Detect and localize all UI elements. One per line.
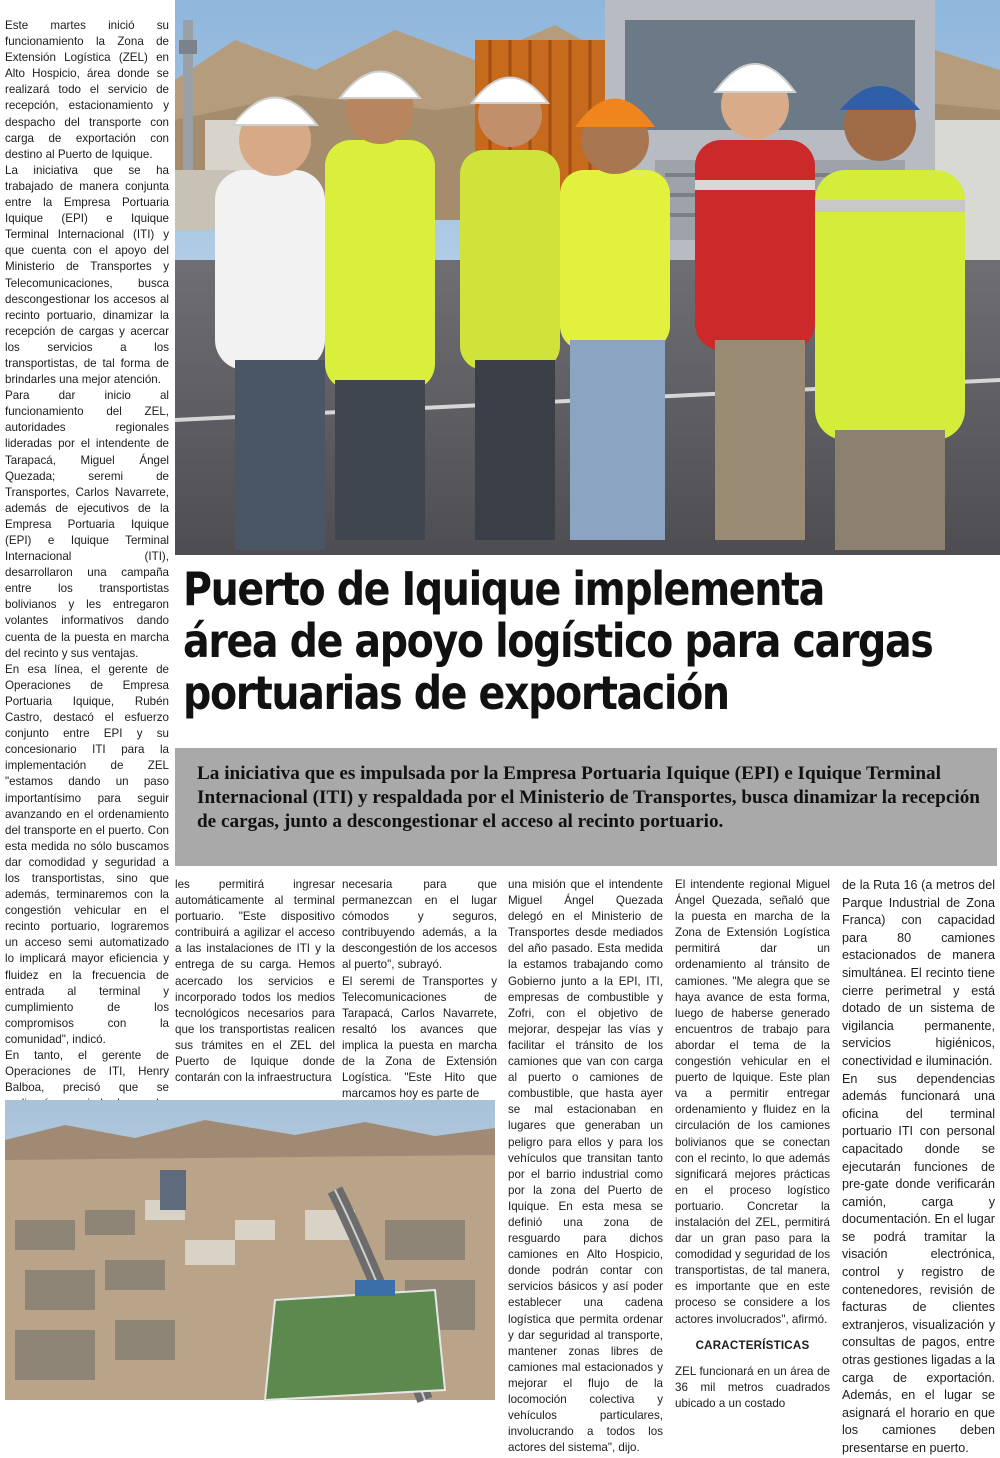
paragraph: En esa línea, el gerente de Operaciones de Empresa Portuaria Iquique, Rubén Castro, destacó el esfuerzo conjunto entre EPI y su concesionario ITI para la implementación de ZEL "estamos dando un paso importantísimo para seguir avanzando en el ordenamiento del transporte en el puerto. Con esta medida no sólo buscamos dar comodidad y seguridad a los transportistas, sino que además, terminaremos con la congestión vehicular en el recinto portuario, lograremos un acceso semi automatizado lo implicará mayor eficiencia y fluidez en la frecuencia de entrada al terminal y cumplimiento de los compromisos con la comunidad", indicó. [5,662,169,1046]
paragraph: una misión que el intendente Miguel Ángel Quezada delegó en el Ministerio de Transportes desde mediados del año pasado. Esta medida la estamos trabajando como Gobierno junto a la EPI, ITI, empresas de combustible y Zofri, con el objetivo de mejorar, despejar las vías y facilitar el tránsito de los camiones que van con carga al puerto o camiones de combustible, que hasta ayer se mal estacionaban en lugares que generaban un peligro para ellos y para los vehículos que transitan tanto por el barrio industrial como por la zona del Puerto de Iquique. En esta mesa se definió una zona de resguardo para dichos camiones en Alto Hospicio, donde podrán contar con servicios básicos y así poder establecer una cadena logística que permita ordenar y dar seguridad al transporte, mantener zonas libres de camiones mal estacionados y mejorar el flujo de la locomoción colectiva y vehículos particulares, involucrando a todos los actores del sistema", dijo. [508,878,663,1455]
paragraph: En tanto, el gerente de Operaciones de ITI, Henry Balboa, precisó que se [5,1049,169,1095]
headline-line: Puerto de Iquique implementa [183,562,824,616]
article-column-5 [675,877,830,1412]
paragraph: El seremi de Transportes y Telecomunicaciones de Tarapacá, Carlos Navarrete, resaltó los avances que implica la puesta en marcha de la Zona de Extensión Logística. "Este Hito que marcamos hoy es parte de [342,974,497,1101]
lead-paragraph: La iniciativa que es impulsada por la Empresa Portuaria Iquique (EPI) e Iquique Terminal Internacional (ITI) y respaldada por el Ministerio de Transportes, busca dinamizar la recepción de cargas, junto a descongestionar el acceso al recinto portuario. [197,763,980,832]
section-subheading: CARACTERÍSTICAS [695,1338,810,1352]
aerial-city-photo [5,1100,495,1400]
article-column-3 [342,877,497,1102]
officials-group-photo [175,0,1000,555]
paragraph: Este martes inició su funcionamiento la Zona de Extensión Logística (ZEL) en Alto Hospicio, área donde se realizará todo el servicio de recepción, estacionamiento y despacho del transporte con carga de exportación con destino al Puerto de Iquique. [5,19,169,161]
headline-line: portuarias de exportación [183,666,729,720]
article-column-left [5,18,169,1193]
paragraph: La iniciativa que se ha trabajado de manera conjunta entre la Empresa Portuaria Iquique (EPI) e Iquique Terminal Internacional (ITI) y que cuenta con el apoyo del Ministerio de Transportes y Telecomunicaciones, busca descongestionar los accesos al recinto portuario, dinamizar la recepción de cargas y acercar los servicios a los transportistas, de tal forma de brindarles una mejor atención. [5,163,169,387]
paragraph: El intendente regional Miguel Ángel Quezada, señaló que la puesta en marcha de la Zona de Extensión Logística permitirá dar un ordenamiento al tránsito de camiones. "Me alegra que se haya avance de esta forma, luego de haberse generado encuentros de trabajo para abordar el tema de la congestión vehicular en el puerto de Iquique. Este plan va a permitir entregar ordenamiento y fluidez en la circulación de los camiones bolivianos que se conectan con el recinto, lo que además significará mejores prácticas en el proceso logístico portuario. Concretar la instalación del ZEL, permitirá dar un gran paso para la comodidad y seguridad de los transportistas, de tal manera, es importante que en este proceso se considere a los actores involucrados", afirmó. [675,878,830,1326]
paragraph: En sus dependencias además funcionará una oficina del terminal portuario ITI con personal capacitado donde se ejecutarán funciones de pre-gate donde verificarán camión, carga y documentación. En el lugar se podrá tramitar la visación electrónica, control y registro de contenedores, revisión de facturas de clientes extranjeros, visualización y consultas de pagos, entre otras gestiones ligadas a la carga de exportación. Además, en el lugar se asignará el horario en que los camiones deben presentarse en puerto. [842,1071,995,1455]
paragraph: necesaria para que permanezcan en el lugar cómodos y seguros, contribuyendo además, a la descongestión de los accesos al puerto", subrayó. [342,878,497,972]
paragraph: les permitirá ingresar automáticamente al terminal portuario. "Este dispositivo contribuirá a agilizar el acceso a las instalaciones de ITI y la entrega de su carga. Hemos acercado los servicios e incorporado todos los medios tecnológicos necesarios para que los transportistas realicen sus trámites en el ZEL del Puerto de Iquique donde contarán con la infraestructura [175,878,335,1085]
paragraph: de la Ruta 16 (a metros del Parque Industrial de Zona Franca) con capacidad para 80 camiones estacionados de manera simultánea. El recinto tiene cierre perimetral y está dotado de un sistema de vigilancia permanente, servicios higiénicos, conectividad e iluminación. [842,878,995,1068]
article-column-4 [508,877,663,1456]
page-title [183,562,933,720]
paragraph: Para dar inicio al funcionamiento del ZEL, autoridades regionales lideradas por el intendente de Tarapacá, Miguel Ángel Quezada; seremi de Transportes, Carlos Navarrete, además de ejecutivos de la Empresa Portuaria Iquique (EPI) e Iquique Terminal Internacional (ITI), desarrollaron una campaña entre los transportistas bolivianos y les entregaron volantes informativos dando cuenta de la puesta en marcha del recinto y sus ventajas. [5,389,169,660]
headline-line: área de apoyo logístico para cargas [183,614,933,668]
article-column-2 [175,877,335,1086]
article-column-6 [842,877,995,1458]
paragraph: ZEL funcionará en un área de 36 mil metros cuadrados ubicado a un costado [675,1364,830,1410]
